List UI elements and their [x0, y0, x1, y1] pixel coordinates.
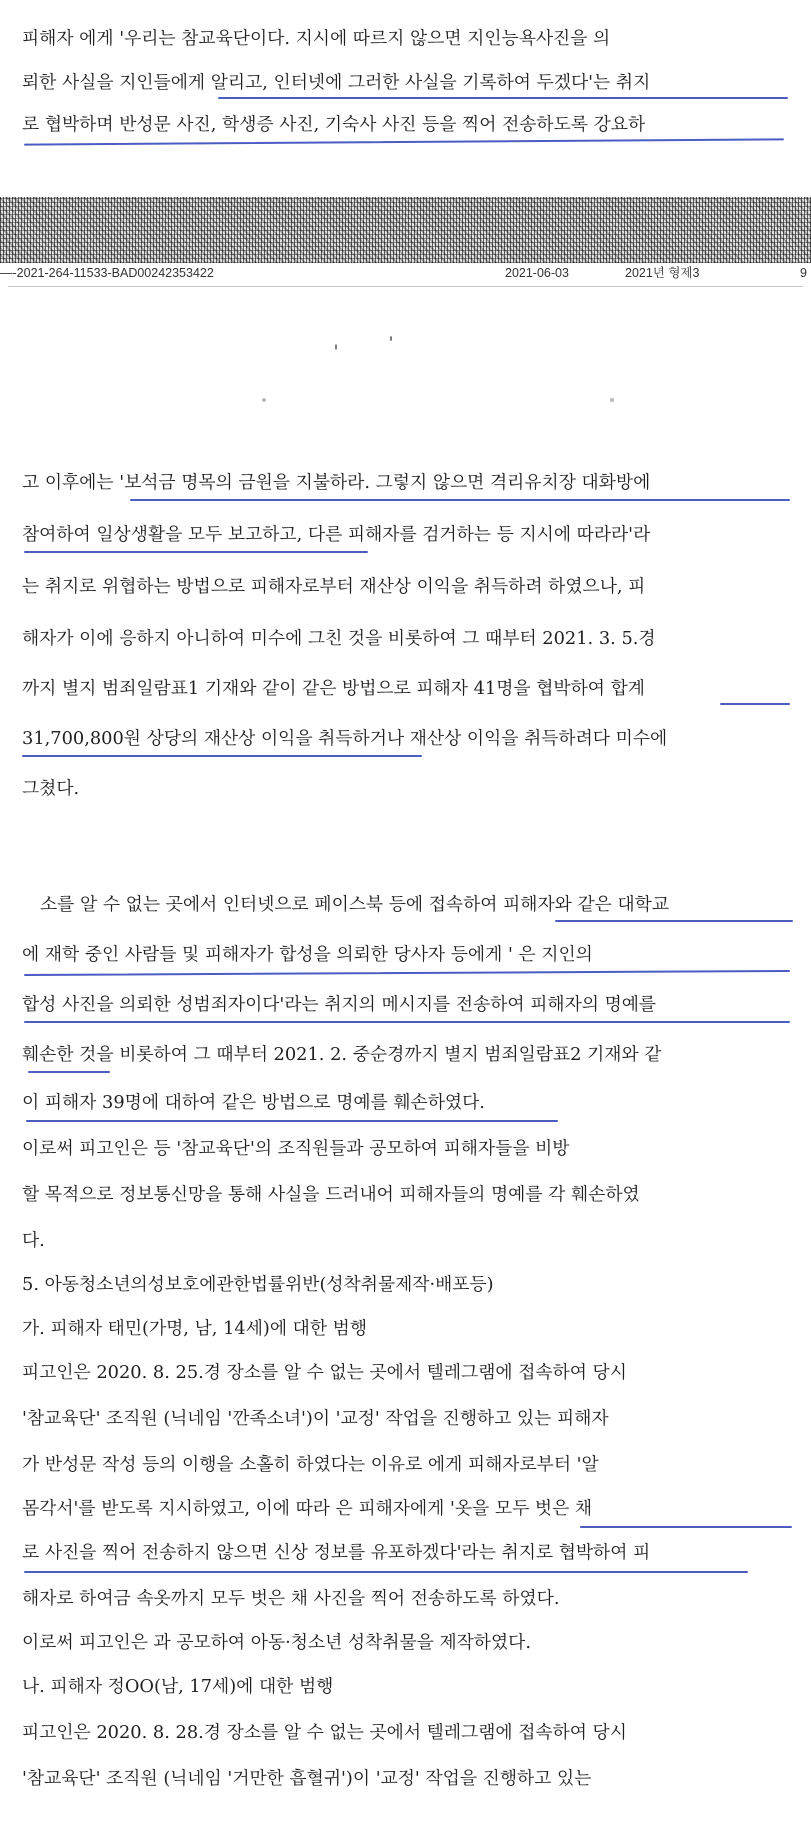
text-line: 31,700,800원 상당의 재산상 이익을 취득하거나 재산상 이익을 취득하려다 미수에: [22, 728, 668, 749]
text-line: 해자로 하여금 속옷까지 모두 벗은 채 사진을 찍어 전송하도록 하였다.: [22, 1588, 560, 1609]
text-line: 까지 별지 범죄일람표1 기재와 같이 같은 방법으로 피해자 41명을 협박하여 합계: [22, 678, 645, 699]
underline-mark: [24, 970, 790, 976]
text-line: 해자가 이에 응하지 아니하여 미수에 그친 것을 비롯하여 그 때부터 2021. 3. 5.경: [22, 628, 656, 649]
footer-case-id: —-2021-264-11533-BAD00242353422: [0, 266, 214, 280]
document-footer: [0, 264, 811, 282]
underline-mark: [24, 1021, 790, 1023]
fragment-top: [0, 0, 811, 290]
text-line: 참여하여 일상생활을 모두 보고하고, 다른 피해자를 검거하는 등 지시에 따라라'라: [22, 524, 651, 545]
scan-speck: [610, 398, 614, 402]
text-line: '참교육단' 조직원 (닉네임 '깐족소녀')이 '교정' 작업을 진행하고 있는 피해자: [22, 1408, 609, 1429]
subsection-heading: 나. 피해자 정OO(남, 17세)에 대한 범행: [22, 1676, 334, 1697]
text-line: 이로써 피고인은 과 공모하여 아동·청소년 성착취물을 제작하였다.: [22, 1632, 531, 1653]
text-line: 합성 사진을 의뢰한 성범죄자이다'라는 취지의 메시지를 전송하여 피해자의 명예를: [22, 994, 657, 1015]
redacted-scan-strip: [0, 197, 811, 263]
underline-mark: [555, 920, 793, 922]
text-line: 는 취지로 위협하는 방법으로 피해자로부터 재산상 이익을 취득하려 하였으나, 피: [22, 576, 646, 597]
scan-speck: [262, 398, 266, 402]
text-line: 에 재학 중인 사람들 및 피해자가 합성을 의뢰한 당사자 등에게 ' 은 지인의: [22, 944, 593, 965]
text-line: 로 협박하며 반성문 사진, 학생증 사진, 기숙사 사진 등을 찍어 전송하도록 강요하: [22, 114, 646, 135]
text-line: 고 이후에는 '보석금 명목의 금원을 지불하라. 그렇지 않으면 격리유치장 대화방에: [22, 472, 651, 493]
underline-mark: [218, 97, 788, 99]
section-heading: 5. 아동청소년의성보호에관한법률위반(성착취물제작·배포등): [22, 1274, 494, 1295]
underline-mark: [26, 1120, 558, 1122]
underline-mark: [24, 138, 784, 145]
text-line: 다.: [22, 1230, 45, 1251]
text-line: 가 반성문 작성 등의 이행을 소홀히 하였다는 이유로 에게 피해자로부터 '알: [22, 1454, 599, 1475]
underline-mark: [28, 1071, 110, 1073]
scan-speck: [335, 344, 337, 350]
text-line: 그쳤다.: [22, 778, 80, 799]
text-line: 훼손한 것을 비롯하여 그 때부터 2021. 2. 중순경까지 별지 범죄일람표2 기재와 같: [22, 1044, 662, 1065]
footer-date: 2021-06-03: [505, 266, 569, 280]
underline-mark: [720, 703, 790, 705]
underline-mark: [22, 755, 422, 757]
footer-case-number: 2021년 형제3: [625, 266, 700, 280]
text-line: 이로써 피고인은 등 '참교육단'의 조직원들과 공모하여 피해자들을 비방: [22, 1138, 570, 1159]
text-line: 이 피해자 39명에 대하여 같은 방법으로 명예를 훼손하였다.: [22, 1092, 485, 1113]
text-line: 로 사진을 찍어 전송하지 않으면 신상 정보를 유포하겠다'라는 취지로 협박하여 피: [22, 1542, 651, 1563]
underline-mark: [24, 1571, 748, 1573]
text-line: 피고인은 2020. 8. 25.경 장소를 알 수 없는 곳에서 텔레그램에 접속하여 당시: [22, 1362, 627, 1383]
scan-speck: [390, 336, 392, 341]
underline-mark: [130, 499, 790, 501]
divider: [8, 286, 803, 287]
fragment-middle: [0, 450, 811, 810]
text-line: 몸각서'를 받도록 지시하였고, 이에 따라 은 피해자에게 '옷을 모두 벗은 채: [22, 1498, 593, 1519]
underline-mark: [24, 551, 368, 553]
text-line: '참교육단' 조직원 (닉네임 '거만한 흡혈귀')이 '교정' 작업을 진행하고 있는: [22, 1768, 592, 1789]
subsection-heading: 가. 피해자 태민(가명, 남, 14세)에 대한 범행: [22, 1318, 368, 1339]
underline-mark: [580, 1526, 792, 1528]
footer-page-number: 9: [800, 266, 807, 280]
text-line: 피고인은 2020. 8. 28.경 장소를 알 수 없는 곳에서 텔레그램에 접속하여 당시: [22, 1722, 627, 1743]
fragment-bottom: [0, 880, 811, 1836]
text-line: 소를 알 수 없는 곳에서 인터넷으로 페이스북 등에 접속하여 피해자와 같은 대학교: [40, 894, 670, 915]
text-line: 뢰한 사실을 지인들에게 알리고, 인터넷에 그러한 사실을 기록하여 두겠다'는 취지: [22, 72, 651, 93]
text-line: 할 목적으로 정보통신망을 통해 사실을 드러내어 피해자들의 명예를 각 훼손하였: [22, 1184, 640, 1205]
text-line: 피해자 에게 '우리는 참교육단이다. 지시에 따르지 않으면 지인능욕사진을 의: [22, 28, 611, 49]
